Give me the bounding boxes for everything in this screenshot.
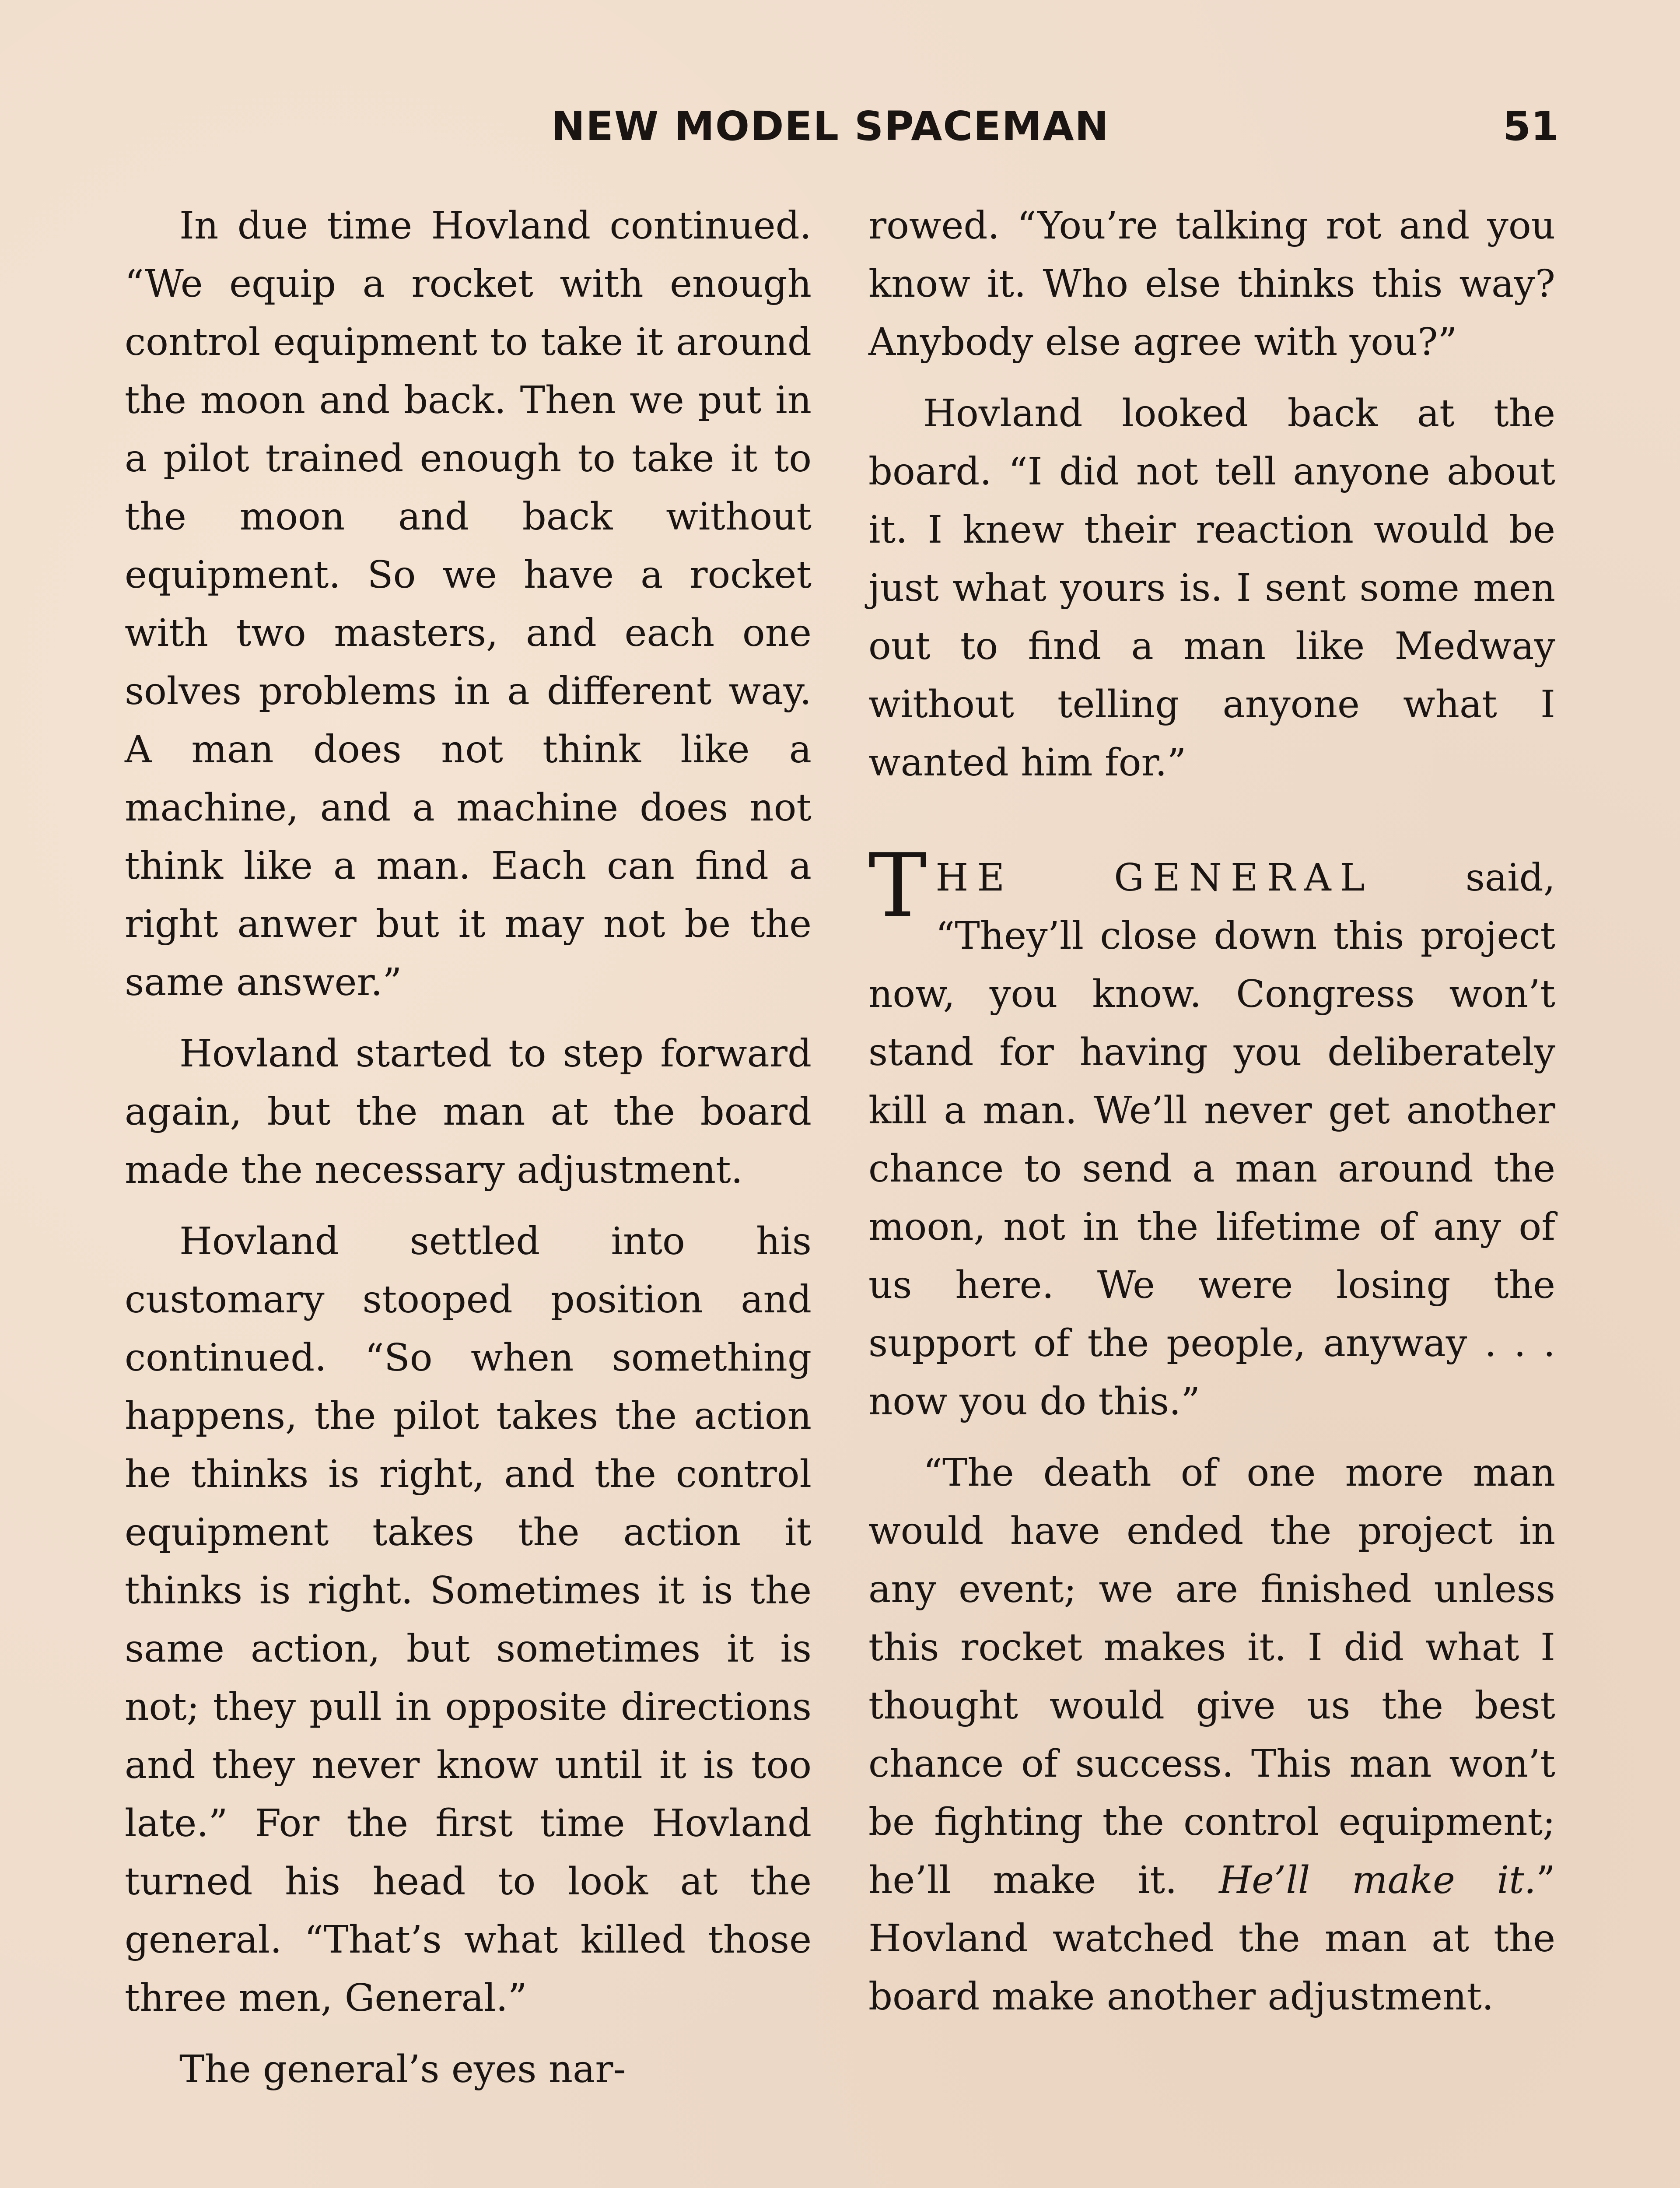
paragraph: Hovland started to step forward again, but the man at the board made the necessary adjustment.: [125, 1032, 812, 1192]
page-header: [0, 103, 1680, 155]
right-column: [868, 197, 1555, 2039]
section-opening-paragraph: [868, 835, 1556, 1431]
paragraph-text: “The death of one more man would have ended the project in any event; we are finished unless this rocket makes it. I did what I thought would give us the best chance of success. This man won’t be fighting the control equipment; he’ll make it.: [868, 1451, 1555, 1902]
paragraph: The general’s eyes nar-: [179, 2048, 626, 2091]
running-title: NEW MODEL SPACEMAN: [551, 103, 1110, 150]
drop-cap: T: [868, 835, 927, 937]
section-lead-caps: HE GENERAL: [935, 856, 1374, 900]
paragraph-continuation: rowed. “You’re talking rot and you know it. Who else thinks this way? Anybody else agree with you?”: [868, 204, 1555, 364]
page-number: 51: [1503, 103, 1559, 150]
paragraph-text: ” Hovland watched the man at the board make another adjustment.: [868, 1858, 1555, 2019]
section-lead-text: said, “They’ll close down this project now, you know. Congress won’t stand for having you deliberately kill a man. We’ll never get another chance to send a man around the moon, not in the lifetime of any of us here. We were losing the support of the people, anyway . . . now you do this.”: [868, 856, 1556, 1424]
paragraph: In due time Hovland continued. “We equip a rocket with enough control equipment to take it around the moon and back. Then we put in a pilot trained enough to take it to the moon and back without equipment. So we have a rocket with two masters, and each one solves problems in a different way. A man does not think like a machine, and a machine does not think like a man. Each can find a right anwer but it may not be the same answer.”: [125, 204, 812, 1004]
paragraph: Hovland settled into his customary stooped position and continued. “So when something happens, the pilot takes the action he thinks is right, and the control equipment takes the action it thinks is right. Sometimes it is the same action, but sometimes it is not; they pull in opposite directions and they never know until it is too late.” For the first time Hovland turned his head to look at the general. “That’s what killed those three men, General.”: [125, 1220, 812, 2020]
paragraph: [868, 1444, 1555, 2026]
paragraph: Hovland looked back at the board. “I did not tell anyone about it. I knew their reaction would be just what yours is. I sent some men out to find a man like Medway without telling anyone what I wanted him for.”: [868, 392, 1555, 785]
emphasis-text: He’ll make it.: [1219, 1858, 1536, 1902]
left-column: [125, 197, 812, 2112]
